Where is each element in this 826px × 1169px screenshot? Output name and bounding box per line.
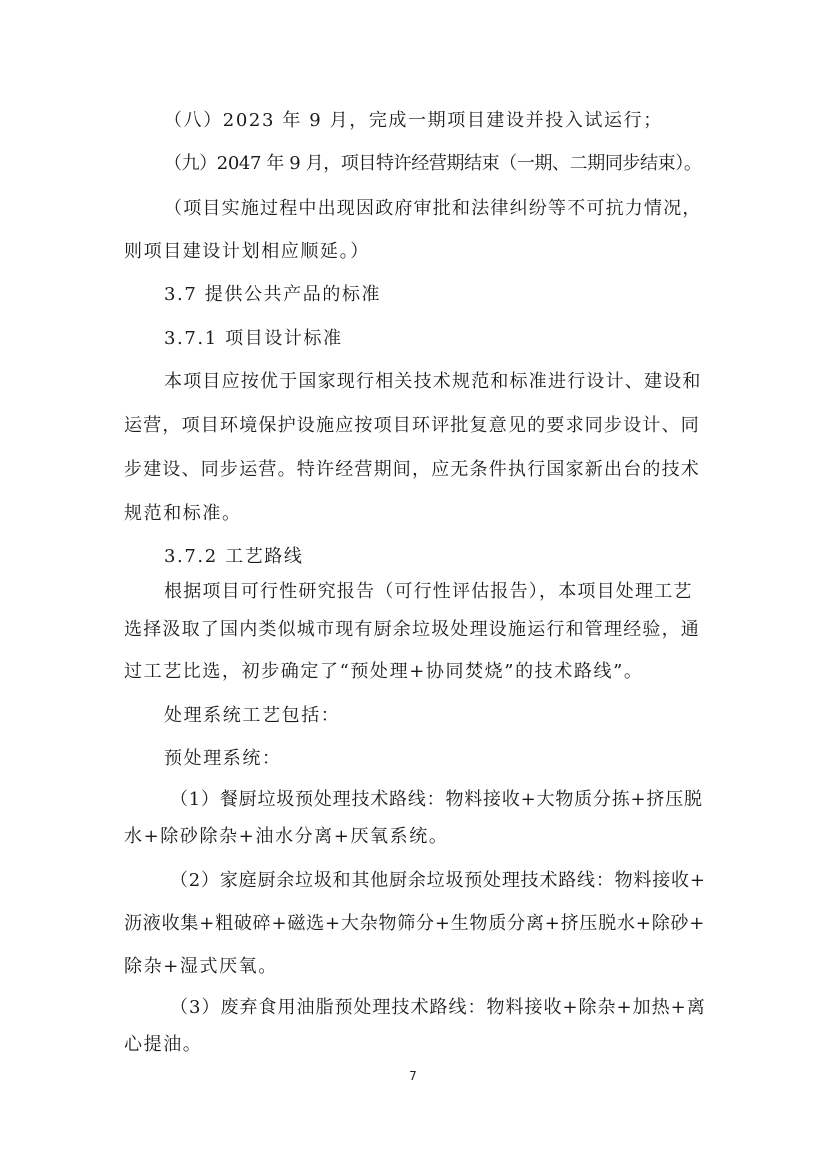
heading-3-7: 3.7 提供公共产品的标准	[164, 284, 382, 305]
list-item-waste-oil-cont: 心提油。	[124, 1034, 203, 1055]
list-item-household-waste-cont: 除杂+湿式厌氧。	[124, 956, 278, 977]
list-item-kitchen-waste: （1）餐厨垃圾预处理技术路线：物料接收+大物质分拣+挤压脱	[170, 789, 703, 810]
paragraph-delay-note-cont: 则项目建设计划相应顺延。）	[124, 241, 370, 262]
paragraph-design-standard: 本项目应按优于国家现行相关技术规范和标准进行设计、建设和	[164, 371, 702, 392]
list-item-household-waste: （2）家庭厨余垃圾和其他厨余垃圾预处理技术路线：物料接收+	[170, 870, 706, 891]
paragraph-milestone-9: （九）2047 年 9 月，项目特许经营期结束（一期、二期同步结束）。	[164, 153, 702, 174]
paragraph-design-standard-cont: 步建设、同步运营。特许经营期间，应无条件执行国家新出台的技术	[124, 459, 700, 480]
heading-3-7-1: 3.7.1 项目设计标准	[164, 328, 343, 349]
paragraph-pretreatment-system: 预处理系统：	[164, 748, 282, 769]
paragraph-process-route-cont: 选择汲取了国内类似城市现有厨余垃圾处理设施运行和管理经验，通	[124, 619, 700, 640]
paragraph-design-standard-cont: 运营，项目环境保护设施应按项目环评批复意见的要求同步设计、同	[124, 415, 700, 436]
page-number: 7	[409, 1069, 417, 1083]
list-item-household-waste-cont: 沥液收集+粗破碎+磁选+大杂物筛分+生物质分离+挤压脱水+除砂+	[124, 913, 706, 934]
paragraph-process-route: 根据项目可行性研究报告（可行性评估报告），本项目处理工艺	[164, 581, 693, 602]
paragraph-process-route-cont: 过工艺比选，初步确定了“预处理+协同焚烧”的技术路线”。	[124, 661, 644, 682]
list-item-kitchen-waste-cont: 水+除砂除杂+油水分离+厌氧系统。	[124, 826, 449, 847]
list-item-waste-oil: （3）废弃食用油脂预处理技术路线：物料接收+除杂+加热+离	[170, 997, 706, 1018]
paragraph-design-standard-cont: 规范和标准。	[124, 503, 242, 524]
paragraph-delay-note: （项目实施过程中出现因政府审批和法律纠纷等不可抗力情况，	[164, 198, 702, 219]
paragraph-process-system: 处理系统工艺包括：	[164, 705, 341, 726]
paragraph-milestone-8: （八）2023 年 9 月，完成一期项目建设并投入试运行；	[164, 110, 663, 131]
heading-3-7-2: 3.7.2 工艺路线	[164, 546, 304, 567]
